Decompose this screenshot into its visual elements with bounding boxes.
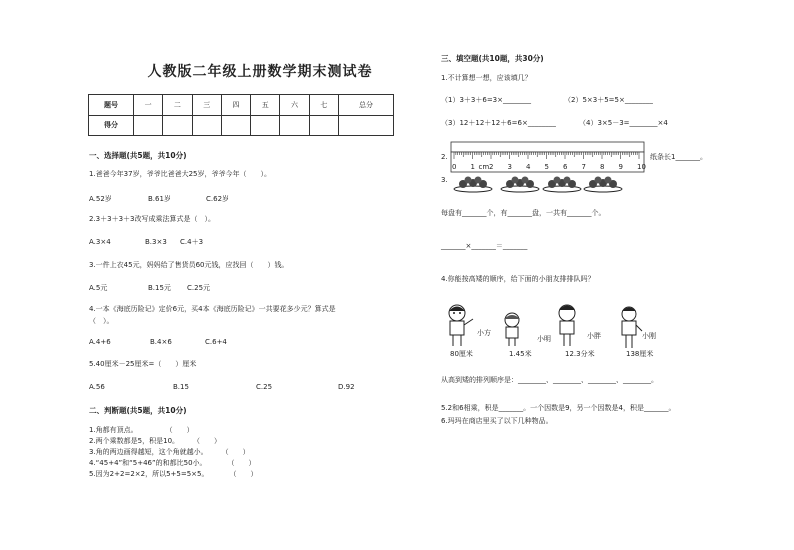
option: A.3×4 [89,238,111,246]
ruler-label: cm [478,163,490,171]
fruit-plate-icon [542,176,582,192]
score-row-label: 得分 [89,115,134,136]
section-heading: 二、判断题(共5题，共10分) [89,406,187,415]
option: B.15元 [148,284,171,292]
page-title: 人教版二年级上册数学期末测试卷 [147,64,373,80]
child-height: 80厘米 [450,350,473,358]
child-name: 小方 [477,329,491,337]
option: C.62岁 [206,195,230,203]
judgement-item: 3.角的两边画得越短，这个角就越小。 （ ） [89,448,250,456]
score-table [88,94,394,136]
ruler-label: 8 [600,163,605,171]
child-name: 小刚 [642,332,656,340]
ruler-label: 2 [489,163,494,171]
fruit-plate-icon [583,176,623,192]
judgement-item: 2.两个乘数都是5，积是10。 （ ） [89,437,222,445]
score-table-score-row [89,115,394,136]
score-blank[interactable] [163,115,192,136]
question-text: 5.40厘米－25厘米=（ ）厘米 [89,360,197,368]
child-height: 12.3分米 [565,350,595,358]
option: D.92 [338,383,355,391]
option: B.15 [173,383,189,391]
child-figure-icon [442,303,476,347]
ruler-label: 9 [618,163,623,171]
ruler-figure [451,142,644,172]
score-cell: 五 [251,95,280,116]
ruler-label: 7 [581,163,586,171]
question-text: 1.爸爸今年37岁，爷爷比爸爸大25岁，爷爷今年（ ）。 [89,170,271,178]
ruler-label: 4 [526,163,531,171]
ruler-label: 0 [452,163,457,171]
child-height: 1.45米 [509,350,532,358]
child-height: 138厘米 [626,350,654,358]
fruit-plate-icon [500,176,540,192]
fill-item: （2）5×3＋5=5×________ [564,96,653,104]
fill-item: （4）3×5－3=________×4 [579,119,668,127]
option: C.6+4 [205,338,227,346]
score-cell: 三 [192,95,221,116]
score-blank[interactable] [134,115,163,136]
judgement-item: 1.角都有顶点。 （ ） [89,426,194,434]
ruler-label: 3 [507,163,512,171]
child-name: 小明 [537,335,551,343]
fill-item: （3）12＋12＋12＋6=6×________ [441,119,556,127]
ruler-label: 6 [563,163,568,171]
option: C.25 [256,383,273,391]
score-cell: 总分 [338,95,393,116]
score-cell: 二 [163,95,192,116]
ruler-label: 5 [544,163,549,171]
option: A.4+6 [89,338,111,346]
child-figure-icon [498,311,526,347]
judgement-item: 4.“45+4”和“5+46”的和都比50小。 （ ） [89,459,256,467]
score-cell: 题号 [89,95,134,116]
question-text: 1.不计算想一想，应该填几？ [441,74,532,82]
option: C.4＋3 [180,238,204,246]
fruit-plate-icon [453,176,493,192]
score-blank[interactable] [338,115,393,136]
paper-strip [451,142,644,152]
question-text: 每盘有_______个，有_______盘，一共有_______个。 [441,209,606,217]
score-cell: 一 [134,95,163,116]
question-text: _______×_______＝_______ [441,242,528,250]
child-name: 小胖 [587,332,601,340]
section-heading: 一、选择题(共5题，共10分) [89,151,187,160]
question-text: 2.3＋3＋3＋3改写成乘法算式是（ ）。 [89,215,215,223]
ruler-label: 10 [637,163,646,171]
score-blank[interactable] [309,115,338,136]
child-figure-icon [553,303,583,347]
option: C.25元 [187,284,211,292]
question-text: 3.一件上衣45元，妈妈给了售货员60元钱，应找回（ ）钱。 [89,261,289,269]
option: A.56 [89,383,105,391]
score-blank[interactable] [221,115,250,136]
judgement-item: 5.因为2+2=2×2，所以5+5=5×5。 （ ） [89,470,258,478]
option: B.4×6 [150,338,172,346]
ruler-label: 1 [470,163,475,171]
question-number: 3. [441,176,448,184]
fill-item: （1）3＋3＋6=3×________ [441,96,531,104]
option: A.5元 [89,284,108,292]
question-number: 2. [441,153,448,161]
question-text: 从高到矮的排列顺序是：________、________、________、________。 [441,376,658,384]
score-blank[interactable] [251,115,280,136]
score-cell: 六 [280,95,309,116]
score-blank[interactable] [192,115,221,136]
score-cell: 七 [309,95,338,116]
question-text: 5.2和6相乘，积是_______。一个因数是9，另一个因数是4，积是_______。 [441,404,676,412]
section-heading: 三、填空题(共10题，共30分) [441,54,544,63]
score-cell: 四 [221,95,250,116]
score-table-header-row [89,95,394,116]
question-text: 纸条长1_______。 [650,153,707,161]
option: A.52岁 [89,195,112,203]
question-text: 6.玛玛在商店里买了以下几种物品。 [441,417,553,425]
option: B.61岁 [148,195,171,203]
option: B.3×3 [145,238,167,246]
question-text: 4.你能按高矮的顺序，给下面的小朋友排排队吗？ [441,275,595,283]
child-figure-icon [614,305,644,349]
question-text: （ ）。 [89,317,114,325]
question-text: 4.一本《海底历险记》定价6元，买4本《海底历险记》一共要花多少元？算式是 [89,305,336,313]
score-blank[interactable] [280,115,309,136]
